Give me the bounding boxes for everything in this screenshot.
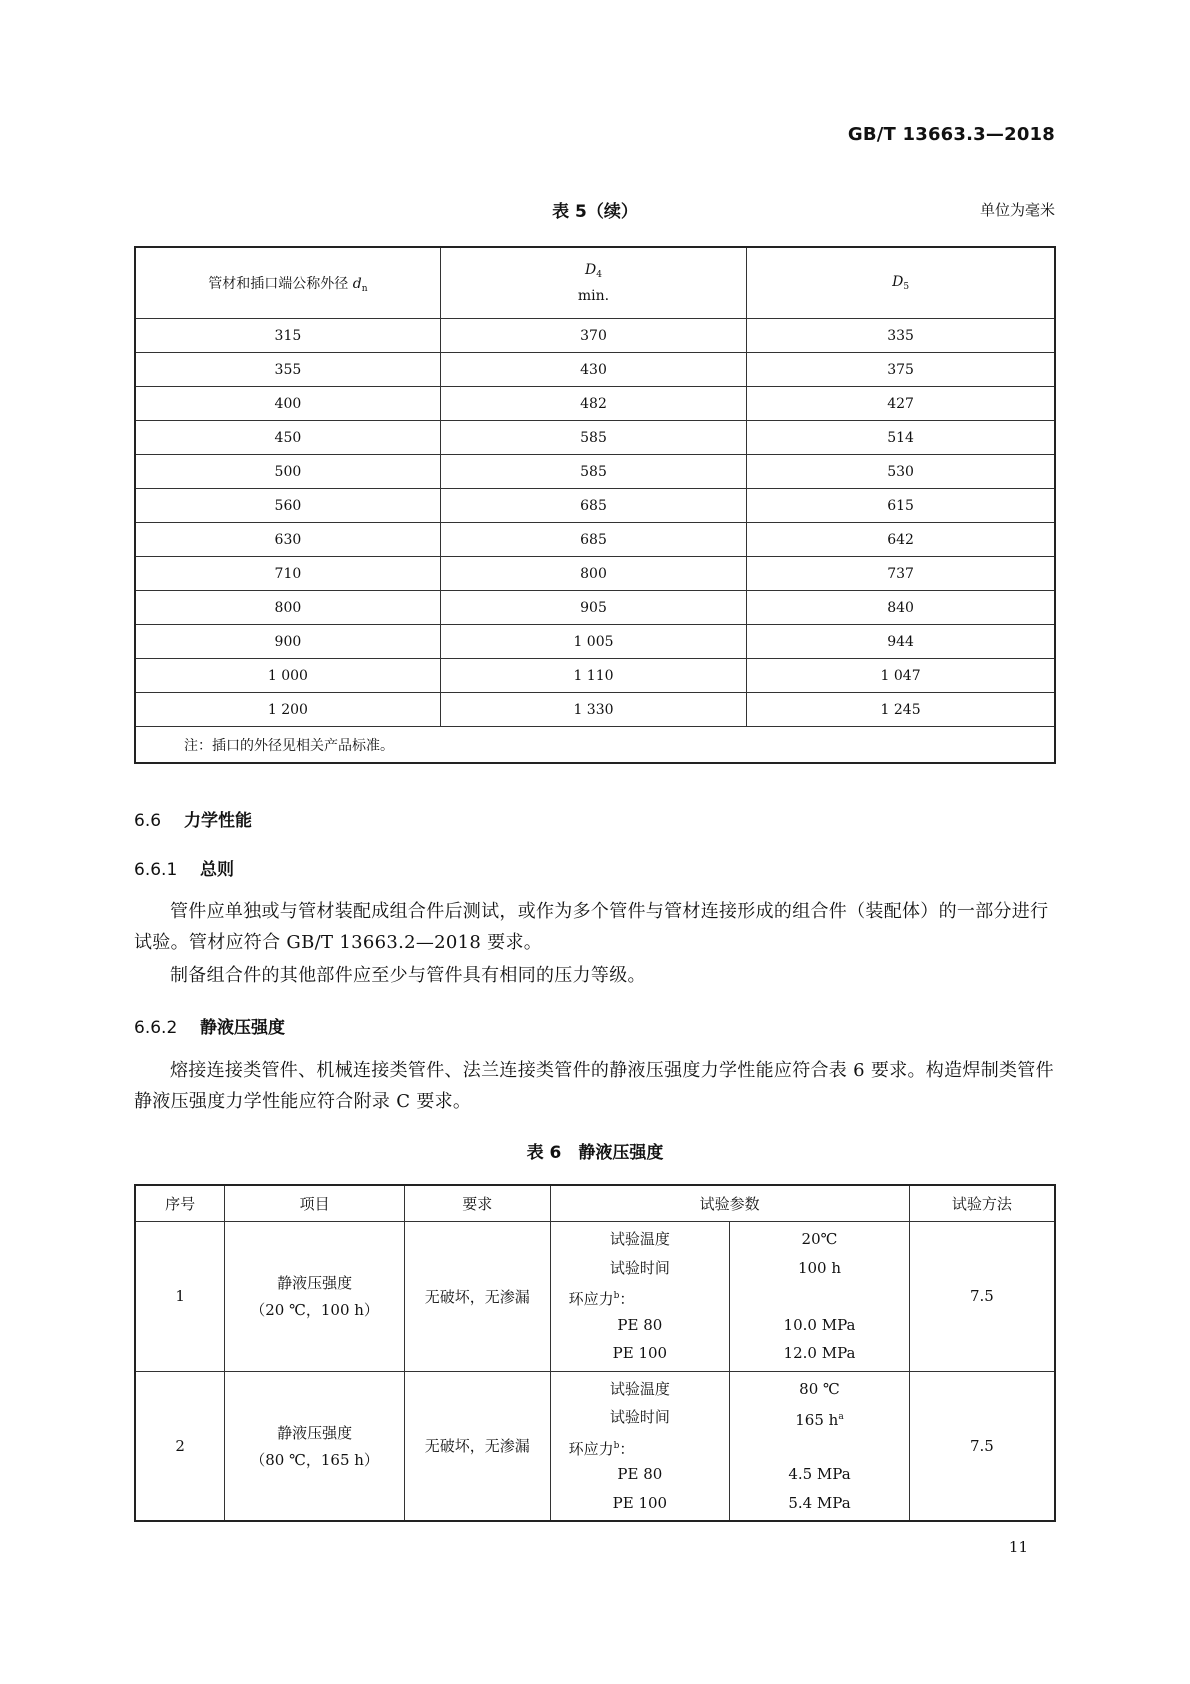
table5-header-d4 <box>440 247 746 319</box>
cell-d5: 335 <box>747 319 1055 353</box>
table5-header-outer-diameter <box>135 247 440 319</box>
row-no: 1 <box>135 1222 225 1372</box>
table5-row <box>135 659 1055 693</box>
table5-row <box>135 523 1055 557</box>
cell-d5: 375 <box>747 353 1055 387</box>
table5-header-row <box>135 247 1055 319</box>
header-col1-text: 管材和插口端公称外径 <box>208 275 349 292</box>
item-line1: 静液压强度 <box>277 1274 353 1293</box>
table6-caption: 表 6 静液压强度 <box>526 1143 664 1163</box>
param-value: 5.4 MPa <box>788 1493 851 1512</box>
row-item <box>225 1222 405 1372</box>
param-label: 试验时间 <box>609 1258 670 1277</box>
param-label: PE 80 <box>617 1465 663 1483</box>
table6-row <box>135 1371 1055 1521</box>
cell-d4-min: 482 <box>440 387 746 421</box>
cell-d4-min: 585 <box>440 421 746 455</box>
row-method: 7.5 <box>909 1222 1055 1372</box>
param-value <box>730 1282 909 1311</box>
section-title: 力学性能 <box>184 811 252 831</box>
header-col2-sub: 4 <box>596 270 602 280</box>
param-value-time: 165 $h^a$ <box>795 1411 844 1429</box>
section-6-6-1-para1: 管件应单独或与管材装配成组合件后测试，或作为多个管件与管材连接形成的组合件（装配体）的一部分进行试验。管材应符合 GB/T 13663.2—2018 要求。 <box>134 901 1049 953</box>
param-label: 试验温度 <box>609 1230 670 1248</box>
cell-outer-diameter: 900 <box>135 625 440 659</box>
param-value: 100 h <box>797 1258 842 1277</box>
header-col3-symbol: D <box>892 274 904 290</box>
param-value: 20℃ <box>801 1230 838 1248</box>
cell-outer-diameter: 400 <box>135 387 440 421</box>
row-requirement: 无破坏，无渗漏 <box>404 1222 550 1372</box>
table6 <box>134 1184 1056 1522</box>
param-label: PE 100 <box>612 1344 668 1362</box>
table5-row <box>135 591 1055 625</box>
param-label-stress: 环应力$^b$： <box>568 1290 635 1308</box>
param-label: PE 100 <box>612 1493 668 1512</box>
cell-d5: 944 <box>747 625 1055 659</box>
item-line2: （20 ℃，100 h） <box>250 1301 379 1320</box>
param-value: 80 ℃ <box>799 1379 840 1398</box>
section-title: 总则 <box>200 860 234 880</box>
section-title: 静液压强度 <box>200 1018 285 1038</box>
header-col2-min: min. <box>577 288 610 304</box>
cell-outer-diameter: 315 <box>135 319 440 353</box>
section-6-6-2-para1: 熔接连接类管件、机械连接类管件、法兰连接类管件的静液压强度力学性能应符合表 6 要求。构造焊制类管件静液压强度力学性能应符合附录 C 要求。 <box>134 1060 1054 1112</box>
standard-code: GB/T 13663.3—2018 <box>847 124 1055 145</box>
section-6-6-heading <box>134 806 252 831</box>
table5-row <box>135 693 1055 727</box>
table5-unit: 单位为毫米 <box>979 201 1055 219</box>
param-label: 试验时间 <box>609 1408 670 1426</box>
footnote-a: a <box>838 1412 844 1422</box>
table5-note-row <box>135 727 1055 764</box>
table6-header-requirement: 要求 <box>404 1185 550 1222</box>
table6-header-row <box>135 1185 1055 1222</box>
row-method: 7.5 <box>909 1371 1055 1521</box>
cell-outer-diameter: 710 <box>135 557 440 591</box>
param-value: 12.0 MPa <box>783 1344 856 1362</box>
param-value: 10.0 MPa <box>783 1315 856 1334</box>
cell-d4-min: 800 <box>440 557 746 591</box>
header-col3-sub: 5 <box>903 282 910 292</box>
cell-d5: 615 <box>747 489 1055 523</box>
table5-row <box>135 489 1055 523</box>
header-col2-symbol: D <box>585 262 597 278</box>
cell-d5: 427 <box>747 387 1055 421</box>
table6-header-params: 试验参数 <box>550 1185 909 1222</box>
cell-outer-diameter: 800 <box>135 591 440 625</box>
page-number: 11 <box>1008 1538 1028 1556</box>
cell-outer-diameter: 1 000 <box>135 659 440 693</box>
row-param-labels <box>550 1222 730 1372</box>
param-label-stress: 环应力$^b$： <box>568 1439 635 1458</box>
section-number: 6.6.1 <box>134 860 178 880</box>
cell-d4-min: 685 <box>440 523 746 557</box>
table6-row <box>135 1222 1055 1372</box>
row-requirement: 无破坏，无渗漏 <box>404 1371 550 1521</box>
row-param-labels <box>550 1371 730 1521</box>
cell-outer-diameter: 450 <box>135 421 440 455</box>
table5-row <box>135 319 1055 353</box>
table5-header-d5 <box>747 247 1055 319</box>
row-param-values <box>730 1371 910 1521</box>
row-no: 2 <box>135 1371 225 1521</box>
row-item <box>225 1371 405 1521</box>
cell-outer-diameter: 1 200 <box>135 693 440 727</box>
table6-header-no: 序号 <box>135 1185 225 1222</box>
cell-d4-min: 685 <box>440 489 746 523</box>
cell-d4-min: 1 330 <box>440 693 746 727</box>
cell-d5: 514 <box>747 421 1055 455</box>
param-value: 4.5 MPa <box>788 1465 851 1483</box>
cell-d5: 737 <box>747 557 1055 591</box>
row-param-values <box>730 1222 910 1372</box>
cell-d5: 840 <box>747 591 1055 625</box>
cell-d5: 642 <box>747 523 1055 557</box>
cell-d5: 1 245 <box>747 693 1055 727</box>
table5-row <box>135 421 1055 455</box>
table6-header-item: 项目 <box>225 1185 405 1222</box>
section-number: 6.6 <box>134 811 162 831</box>
cell-outer-diameter: 560 <box>135 489 440 523</box>
cell-d5: 530 <box>747 455 1055 489</box>
cell-d4-min: 585 <box>440 455 746 489</box>
table5 <box>134 246 1056 764</box>
table5-note: 注：插口的外径见相关产品标准。 <box>135 727 1055 764</box>
table5-caption: 表 5（续） <box>552 202 638 222</box>
section-6-6-1-heading <box>134 855 234 880</box>
item-line2: （80 ℃，165 h） <box>250 1450 379 1469</box>
cell-d4-min: 370 <box>440 319 746 353</box>
cell-d5: 1 047 <box>747 659 1055 693</box>
table6-header-method: 试验方法 <box>909 1185 1055 1222</box>
footnote-b: b <box>613 1291 620 1301</box>
cell-d4-min: 430 <box>440 353 746 387</box>
table5-row <box>135 455 1055 489</box>
cell-outer-diameter: 355 <box>135 353 440 387</box>
table5-row <box>135 625 1055 659</box>
table5-row <box>135 353 1055 387</box>
cell-outer-diameter: 630 <box>135 523 440 557</box>
cell-d4-min: 905 <box>440 591 746 625</box>
table5-row <box>135 387 1055 421</box>
param-label: PE 80 <box>617 1315 663 1334</box>
section-6-6-1-para2: 制备组合件的其他部件应至少与管件具有相同的压力等级。 <box>170 965 646 986</box>
param-value <box>730 1432 909 1461</box>
section-number: 6.6.2 <box>134 1018 178 1038</box>
header-col1-symbol: d <box>352 275 362 292</box>
cell-d4-min: 1 005 <box>440 625 746 659</box>
footnote-b: b <box>613 1440 620 1451</box>
item-line1: 静液压强度 <box>277 1423 353 1442</box>
param-label: 试验温度 <box>609 1379 670 1398</box>
cell-outer-diameter: 500 <box>135 455 440 489</box>
section-6-6-2-heading <box>134 1013 285 1038</box>
cell-d4-min: 1 110 <box>440 659 746 693</box>
header-col1-sub: n <box>361 283 368 294</box>
table5-row <box>135 557 1055 591</box>
